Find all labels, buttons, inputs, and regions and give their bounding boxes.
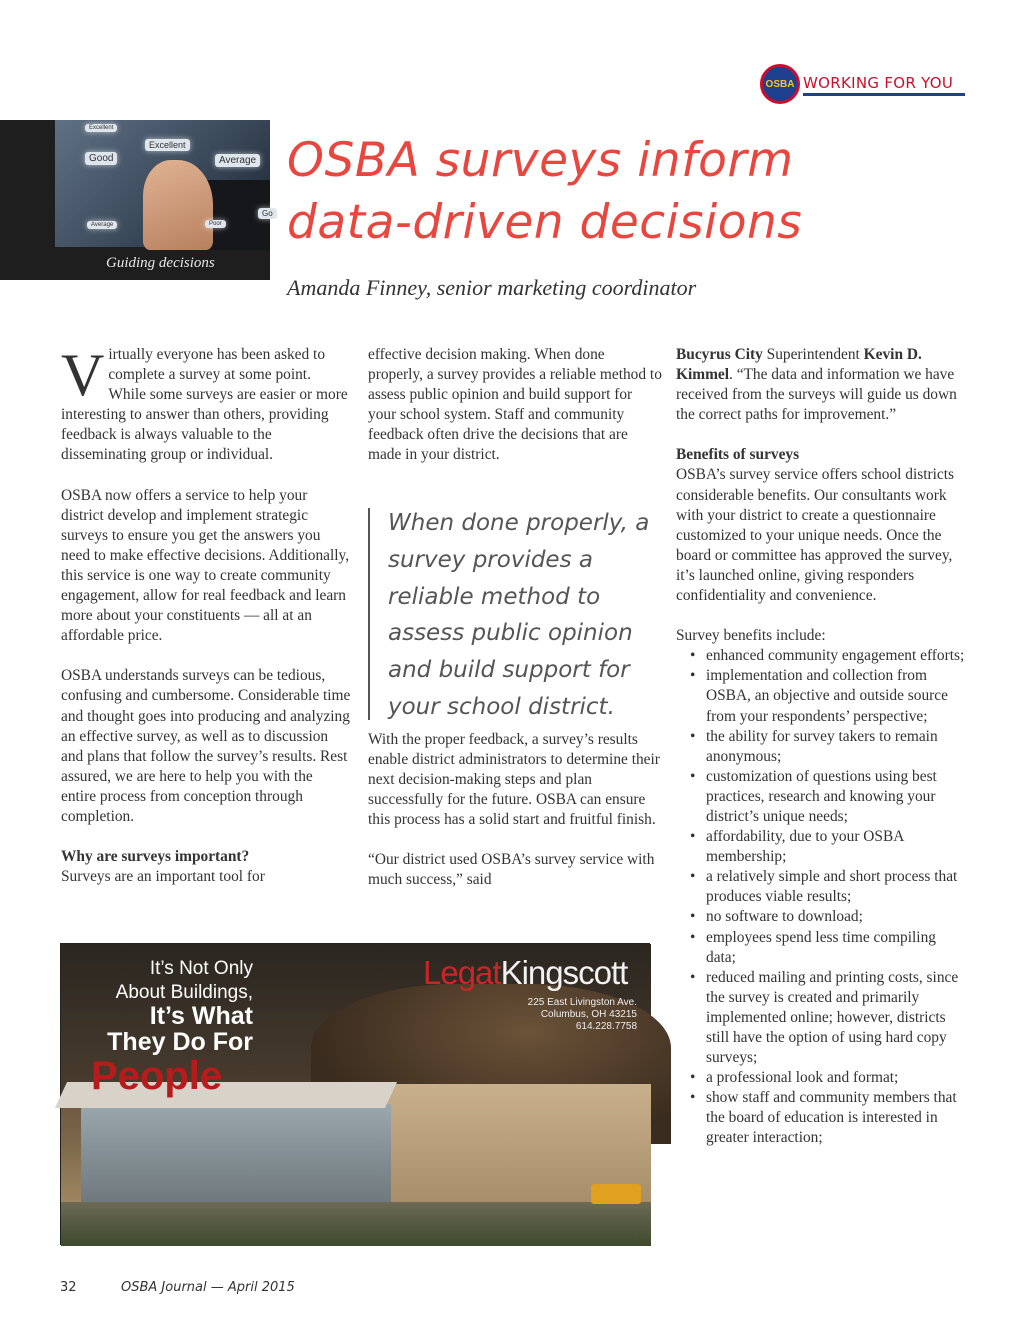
ad-headline-emphasis: People <box>91 1054 223 1098</box>
article-paragraph: “Our district used OSBA’s survey service with much success,” said <box>368 851 655 889</box>
hero-rating-word: Average <box>215 154 260 167</box>
ad-address-line: 225 East Livingston Ave. <box>527 997 637 1008</box>
bold-name: Kevin D. Kimmel <box>676 346 922 384</box>
article-title-line: OSBA surveys inform <box>287 133 794 188</box>
advertisement[interactable] <box>60 943 650 1245</box>
article-paragraph: OSBA’s survey service offers school districts considerable benefits. Our consultants work with your district to create a questionnaire customized to your unique needs. Once the board or committee has approved the survey, it’s launched online, giving responders confidentiality and convenience. <box>676 466 954 605</box>
list-item: • a relatively simple and short process that produces viable results; <box>706 867 966 907</box>
ad-address <box>491 997 637 1033</box>
article-paragraph: Surveys are an important tool for <box>61 868 265 886</box>
article-paragraph: With the proper feedback, a survey’s results enable district administrators to determine their next decision-making steps and plan successfully for the future. OSBA can ensure this process has a solid start and fruitful finish. <box>368 730 660 828</box>
paragraph-text: . “The data and information we have received from the surveys will guide us down the correct paths for improvement.” <box>676 366 957 424</box>
ad-address-line: Columbus, OH 43215 <box>540 1009 637 1020</box>
list-item: • employees spend less time compiling data; <box>706 928 966 968</box>
article-paragraph <box>676 345 966 425</box>
paragraph-text: Superintendent <box>762 346 864 363</box>
page-number: 32 <box>60 1280 77 1295</box>
ad-company-logo <box>423 954 627 992</box>
hero-rating-word: Average <box>87 221 117 229</box>
list-item: • the ability for survey takers to remain anonymous; <box>706 727 966 767</box>
journal-footer: OSBA Journal — April 2015 <box>121 1280 295 1295</box>
hero-rating-word: Go <box>258 208 277 219</box>
ad-building-glass <box>81 1104 391 1214</box>
ad-headline-line: They Do For <box>107 1028 253 1056</box>
hero-rating-word: Poor <box>205 220 226 228</box>
list-intro: Survey benefits include: <box>676 627 826 645</box>
drop-cap: V <box>61 342 105 408</box>
article-paragraph: effective decision making. When done properly, a survey provides a reliable method to assess public opinion and build support for your school system. Staff and community feedback often drive the decisions that are made in your district. <box>368 346 662 464</box>
list-item: • no software to download; <box>706 907 966 927</box>
article-paragraph <box>61 342 351 466</box>
article-title <box>287 130 927 254</box>
list-item: • reduced mailing and printing costs, since the survey is created and primarily implemented online; however, districts still have the option of using hard copy surveys; <box>706 968 966 1068</box>
hero-rating-word: Excellent <box>85 124 117 132</box>
article-paragraph: OSBA understands surveys can be tedious, confusing and cumbersome. Considerable time and thought goes into producing and analyzing an effective survey, as well as to discussion and plans that follow the survey’s results. Rest assured, we are here to help you with the entire process from conception through completion. <box>61 667 351 825</box>
hero-hand-shape <box>143 160 213 250</box>
list-item: • a professional look and format; <box>706 1068 966 1088</box>
ad-headline-line: It’s What <box>149 1002 253 1030</box>
ad-headline-line: About Buildings, <box>115 982 253 1003</box>
section-badge-underline <box>803 93 965 96</box>
list-item: • enhanced community engagement efforts; <box>706 646 966 666</box>
ad-logo-part: Legat <box>423 954 501 991</box>
section-heading: Benefits of surveys <box>676 446 800 464</box>
article-column-1 <box>61 342 351 887</box>
list-item: • implementation and collection from OSBA, an objective and outside source from your respondents’ perspective; <box>706 666 966 726</box>
osba-seal-logo: OSBA <box>760 64 800 104</box>
hero-rating-word: Good <box>85 152 117 165</box>
article-byline: Amanda Finney, senior marketing coordinator <box>287 275 697 300</box>
ad-ground <box>61 1202 651 1246</box>
benefits-list <box>676 646 966 1148</box>
pullquote-rule <box>368 508 370 720</box>
ad-headline-line: It’s Not Only <box>149 958 253 979</box>
ad-school-bus <box>591 1184 641 1204</box>
section-badge-label: WORKING FOR YOU <box>803 74 954 92</box>
article-paragraph: OSBA now offers a service to help your district develop and implement strategic surveys to ensure you get the answers you need to make effective decisions. Additionally, this service is one way to create community engagement, allow for real feedback and learn more about your constituents — all at an affordable price. <box>61 486 350 645</box>
hero-rating-word: Excellent <box>145 139 190 151</box>
bold-name: Bucyrus City <box>676 346 763 363</box>
article-column-3 <box>676 345 966 1149</box>
hero-image <box>55 120 273 247</box>
list-item: • show staff and community members that the board of education is interested in greater interaction; <box>706 1088 966 1148</box>
ad-phone: 614.228.7758 <box>575 1021 637 1032</box>
article-title-line: data-driven decisions <box>287 195 803 250</box>
hero-caption: Guiding decisions <box>106 255 215 271</box>
list-item: • affordability, due to your OSBA membership; <box>706 827 966 867</box>
pullquote: When done properly, a survey provides a reliable method to assess public opinion and build support for your school district. <box>388 510 650 720</box>
ad-logo-part: Kingscott <box>500 954 628 991</box>
section-heading: Why are surveys important? <box>61 848 250 866</box>
paragraph-text: irtually everyone has been asked to complete a survey at some point. While some surveys are easier or more interesting to answer than others, providing feedback is always valuable to the disseminating group or individual. <box>61 346 348 464</box>
list-item: • customization of questions using best practices, research and knowing your district’s unique needs; <box>706 767 966 827</box>
